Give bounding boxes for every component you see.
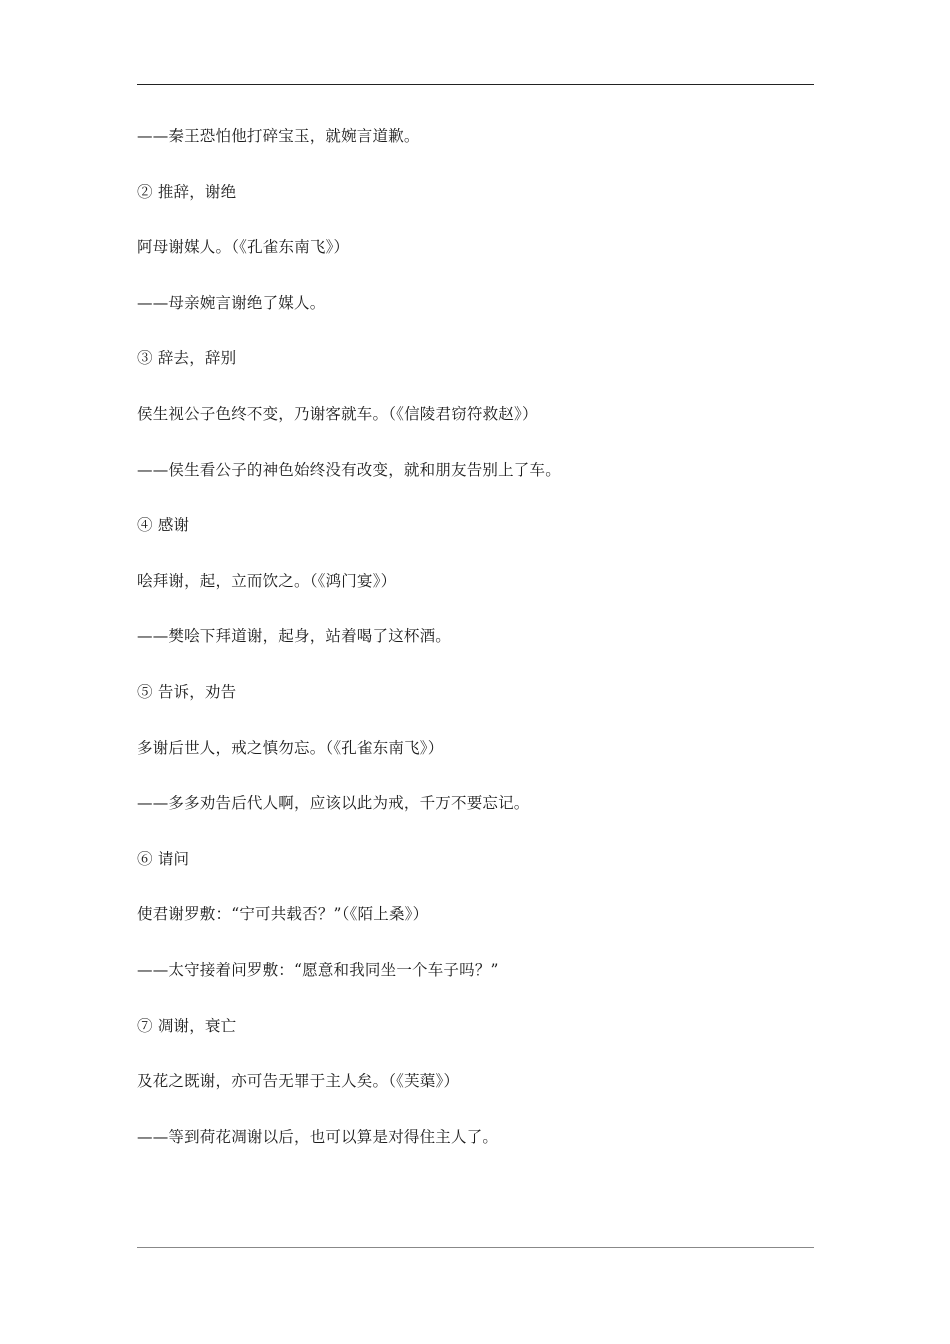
sense-heading: ③ 辞去，辞别 bbox=[137, 349, 237, 368]
translation-line: ——太守接着问罗敷：“愿意和我同坐一个车子吗？” bbox=[137, 960, 499, 979]
translation-line: ——母亲婉言谢绝了媒人。 bbox=[137, 293, 326, 312]
example-sentence: 侯生视公子色终不变，乃谢客就车。（《信陵君窃符救赵》） bbox=[137, 404, 538, 423]
translation-line: ——等到荷花凋谢以后，也可以算是对得住主人了。 bbox=[137, 1127, 499, 1146]
example-sentence: 及花之既谢，亦可告无罪于主人矣。（《芙蕖》） bbox=[137, 1072, 460, 1091]
footer-rule bbox=[137, 1247, 814, 1248]
header-rule bbox=[137, 84, 814, 85]
translation-line: ——侯生看公子的神色始终没有改变，就和朋友告别上了车。 bbox=[137, 460, 561, 479]
example-sentence: 多谢后世人，戒之慎勿忘。（《孔雀东南飞》） bbox=[137, 738, 444, 757]
example-sentence: 哙拜谢，起，立而饮之。（《鸿门宴》） bbox=[137, 571, 397, 590]
example-sentence: 使君谢罗敷：“宁可共载否？”（《陌上桑》） bbox=[137, 905, 429, 924]
sense-heading: ④ 感谢 bbox=[137, 516, 190, 535]
sense-heading: ② 推辞，谢绝 bbox=[137, 182, 237, 201]
document-body bbox=[137, 124, 814, 1180]
translation-line: ——樊哙下拜道谢，起身，站着喝了这杯酒。 bbox=[137, 627, 452, 646]
text-line: ——秦王恐怕他打碎宝玉，就婉言道歉。 bbox=[137, 127, 420, 145]
sense-heading: ⑤ 告诉，劝告 bbox=[137, 682, 237, 701]
sense-heading: ⑥ 请问 bbox=[137, 849, 190, 868]
translation-line: ——多多劝告后代人啊，应该以此为戒，千万不要忘记。 bbox=[137, 794, 530, 813]
example-sentence: 阿母谢媒人。（《孔雀东南飞》） bbox=[137, 238, 350, 257]
sense-heading: ⑦ 凋谢，衰亡 bbox=[137, 1016, 237, 1035]
